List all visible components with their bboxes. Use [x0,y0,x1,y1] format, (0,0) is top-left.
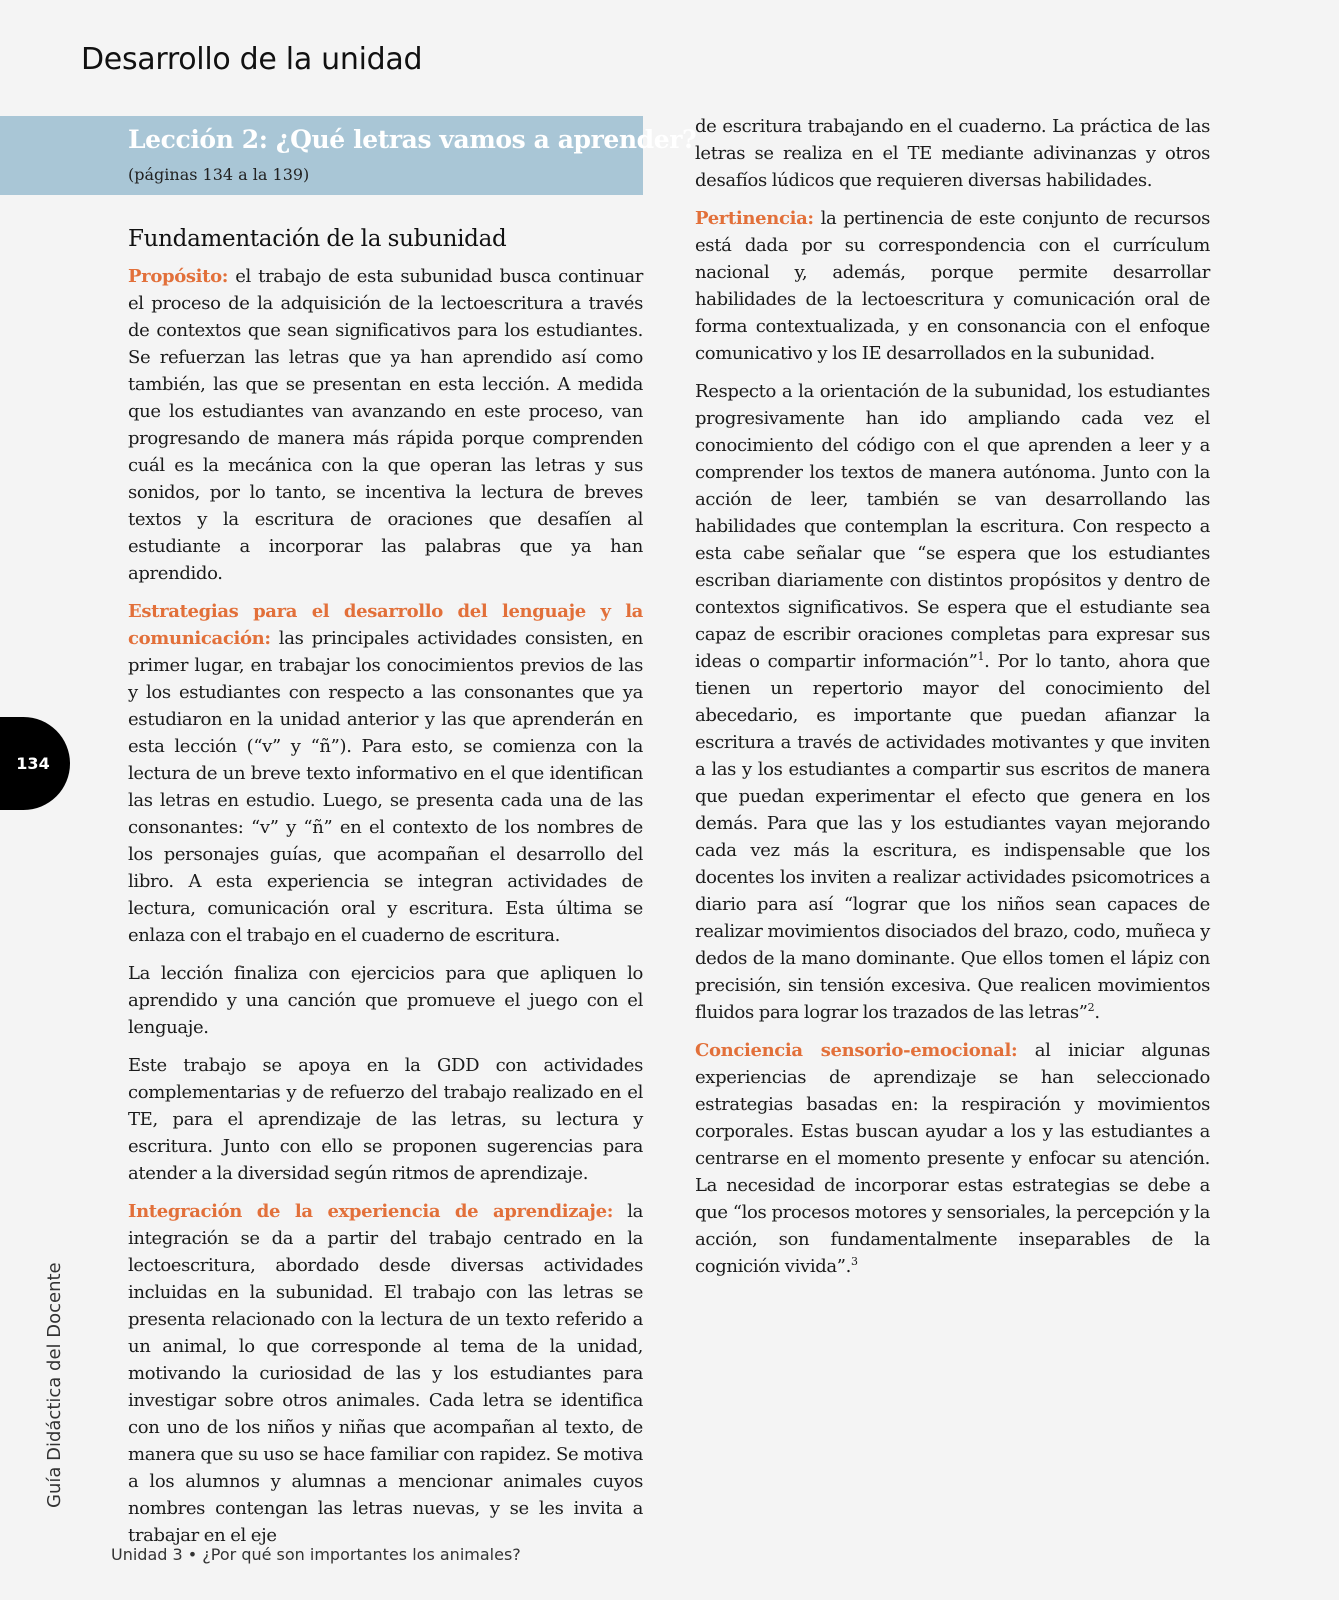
relevance-label: Pertinencia: [695,208,814,229]
strategies-text: las principales actividades consisten, en primer lugar, en trabajar los conocimientos previos de las y los estudiantes con respecto a las consonantes que ya estudiaron en la unidad anterior y las que aprenderán en esta lección (“v” y “ñ”). Para esto, se comienza con la lectura de un breve texto informativo en el que identifican las letras en estudio. Luego, se presenta cada una de las consonantes: “v” y “ñ” en el contexto de los nombres de los personajes guías, que acompañan el desarrollo del libro. A esta experiencia se integran actividades de lectura, comunicación oral y escritura. Esta última se enlaza con el trabajo en el cuaderno de escritura. [128,628,643,946]
left-column [128,224,643,1560]
section-heading: Fundamentación de la subunidad [128,226,507,252]
footer-separator: • [182,1545,203,1564]
orientation-text-2: . Por lo tanto, ahora que tienen un repertorio mayor del conocimiento del abecedario, es importante que puedan afianzar la escritura a través de actividades motivantes y que inviten a las y los estudiantes a compartir sus escritos de manera que puedan experimentar el efecto que genera en los demás. Para que las y los estudiantes vayan mejorando cada vez más la escritura, es indispensable que los docentes los inviten a realizar actividades psicomotrices a diario para así “lograr que los niños sean capaces de realizar movimientos disociados del brazo, codo, muñeca y dedos de la mano dominante. Que ellos tomen el lápiz con precisión, sin tensión excesiva. Que realicen movimientos fluidos para lograr los trazados de las letras” [695,651,1210,1023]
footer [111,1545,521,1564]
gdd-support-paragraph: Este trabajo se apoya en la GDD con actividades complementarias y de refuerzo del trabajo realizado en el TE, para el aprendizaje de las letras, su lectura y escritura. Junto con ello se proponen sugerencias para atender a la diversidad según ritmos de aprendizaje. [128,1055,643,1184]
lesson-banner [0,116,697,195]
footer-unit: Unidad 3 [111,1545,183,1564]
integration-paragraph [128,1198,643,1549]
purpose-label: Propósito: [128,266,229,287]
lesson-title: Lección 2: ¿Qué letras vamos a aprender? [128,125,697,154]
page-number: 134 [16,754,50,773]
purpose-paragraph [128,263,643,587]
side-label: Guía Didáctica del Docente [44,1262,65,1508]
orientation-paragraph [695,378,1210,1026]
page-number-tab [0,717,70,810]
page-title: Desarrollo de la unidad [81,42,423,77]
footnote-ref-3: 3 [851,1255,858,1268]
footer-question: ¿Por qué son importantes los animales? [202,1545,521,1564]
orientation-text-3: . [1094,1002,1100,1023]
strategies-label: Estrategias para el desarrollo del lenguaje y la comunicación: [128,601,643,649]
awareness-paragraph [695,1037,1210,1280]
continuation-paragraph: de escritura trabajando en el cuaderno. La práctica de las letras se realiza en el TE mediante adivinanzas y otros desafíos lúdicos que requieren diversas habilidades. [695,116,1210,191]
integration-label: Integración de la experiencia de aprendizaje: [128,1201,613,1222]
purpose-text: el trabajo de esta subunidad busca continuar el proceso de la adquisición de la lectoescritura a través de contextos que sean significativos para los estudiantes. Se refuerzan las letras que ya han aprendido así como también, las que se presentan en esta lección. A medida que los estudiantes van avanzando en este proceso, van progresando de manera más rápida porque comprenden cuál es la mecánica con la que operan las letras y sus sonidos, por lo tanto, se incentiva la lectura de breves textos y la escritura de oraciones que desafíen al estudiante a incorporar las palabras que ya han aprendido. [128,266,643,584]
strategies-paragraph [128,598,643,949]
footnote-ref-2: 2 [1087,1001,1095,1014]
integration-text: la integración se da a partir del trabajo centrado en la lectoescritura, abordado desde diversas actividades incluidas en la subunidad. El trabajo con las letras se presenta relacionado con la lectura de un texto referido a un animal, lo que corresponde al tema de la unidad, motivando la curiosidad de las y los estudiantes para investigar sobre otros animales. Cada letra se identifica con uno de los niños y niñas que acompañan al texto, de manera que su uso se hace familiar con rapidez. Se motiva a los alumnos y alumnas a mencionar animales cuyos nombres contengan las letras nuevas, y se les invita a trabajar en el eje [128,1201,643,1546]
footnote-ref-1: 1 [977,650,985,663]
relevance-text: la pertinencia de este conjunto de recursos está dada por su correspondencia con el currículum nacional y, además, porque permite desarrollar habilidades de la lectoescritura y comunicación oral de forma contextualizada, y en consonancia con el enfoque comunicativo y los IE desarrollados en la subunidad. [695,208,1210,364]
lesson-end-paragraph: La lección finaliza con ejercicios para que apliquen lo aprendido y una canción que promueve el juego con el lenguaje. [128,963,643,1038]
right-column [695,113,1210,1291]
relevance-paragraph [695,205,1210,367]
orientation-text-1: Respecto a la orientación de la subunidad, los estudiantes progresivamente han ido ampliando cada vez el conocimiento del código con el que aprenden a leer y a comprender los textos de manera autónoma. Junto con la acción de leer, también se van desarrollando las habilidades que contemplan la escritura. Con respecto a esta cabe señalar que “se espera que los estudiantes escriban diariamente con distintos propósitos y dentro de contextos significativos. Se espera que el estudiante sea capaz de escribir oraciones completas para expresar sus ideas o compartir información” [695,381,1210,672]
lesson-pages: (páginas 134 a la 139) [128,165,310,184]
awareness-text: al iniciar algunas experiencias de aprendizaje se han seleccionado estrategias basadas en: la respiración y movimientos corporales. Estas buscan ayudar a los y las estudiantes a centrarse en el momento presente y enfocar su atención. La necesidad de incorporar estas estrategias se debe a que “los procesos motores y sensoriales, la percepción y la acción, son fundamentalmente inseparables de la cognición vivida”. [695,1040,1211,1277]
awareness-label: Conciencia sensorio-emocional: [695,1040,1018,1061]
